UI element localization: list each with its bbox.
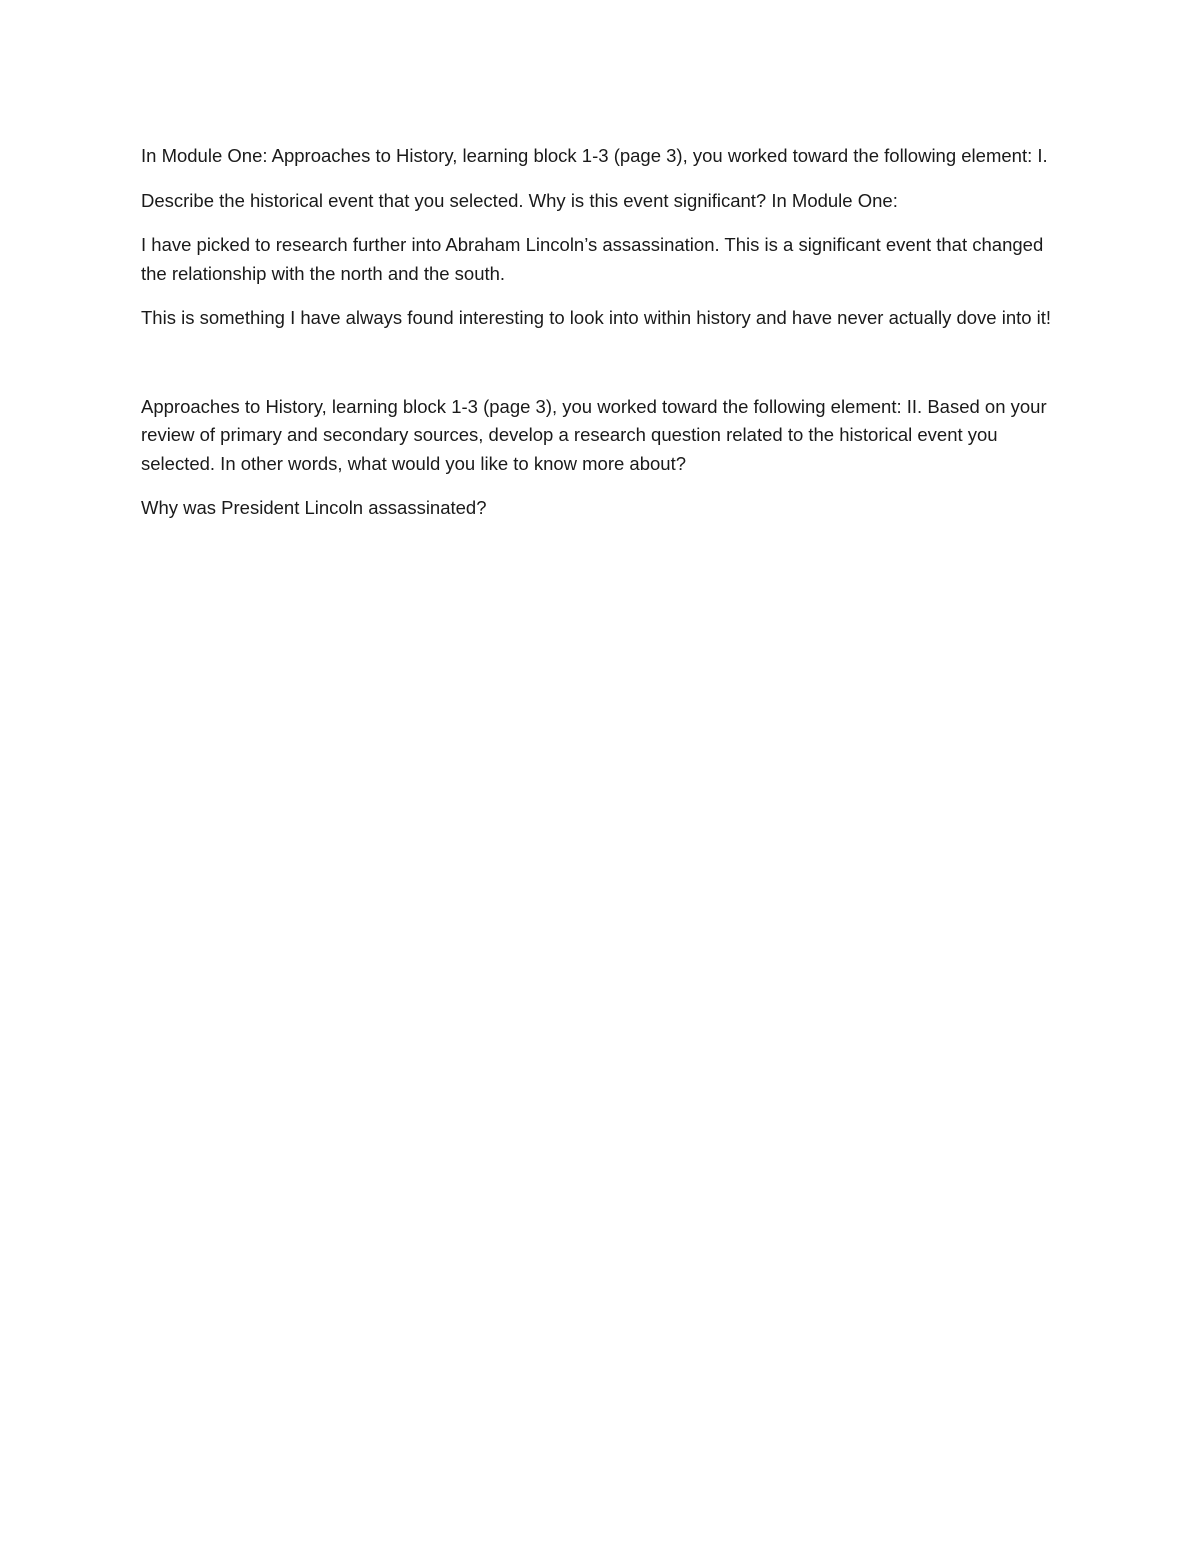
paragraph-prompt-describe-event: Describe the historical event that you selected. Why is this event significant? In Module One:	[141, 189, 898, 211]
paragraph-answer-event: I have picked to research further into Abraham Lincoln’s assassination. This is a significant event that changed the relationship with the north and the south.	[141, 234, 1044, 284]
paragraph-module-intro: In Module One: Approaches to History, learning block 1-3 (page 3), you worked toward the following element: I.	[141, 145, 1048, 166]
paragraph-research-question: Why was President Lincoln assassinated?	[141, 497, 487, 518]
paragraph-prompt-research-question: Approaches to History, learning block 1-3 (page 3), you worked toward the following element: II. Based on your review of primary and secondary sources, develop a research question related to the historical event you selected. In other words, what would you like to know more about?	[141, 395, 1047, 474]
blank-spacer	[141, 349, 1066, 393]
document-body	[141, 142, 1066, 539]
paragraph-answer-interest: This is something I have always found interesting to look into within history and have never actually dove into it!	[141, 307, 1052, 328]
